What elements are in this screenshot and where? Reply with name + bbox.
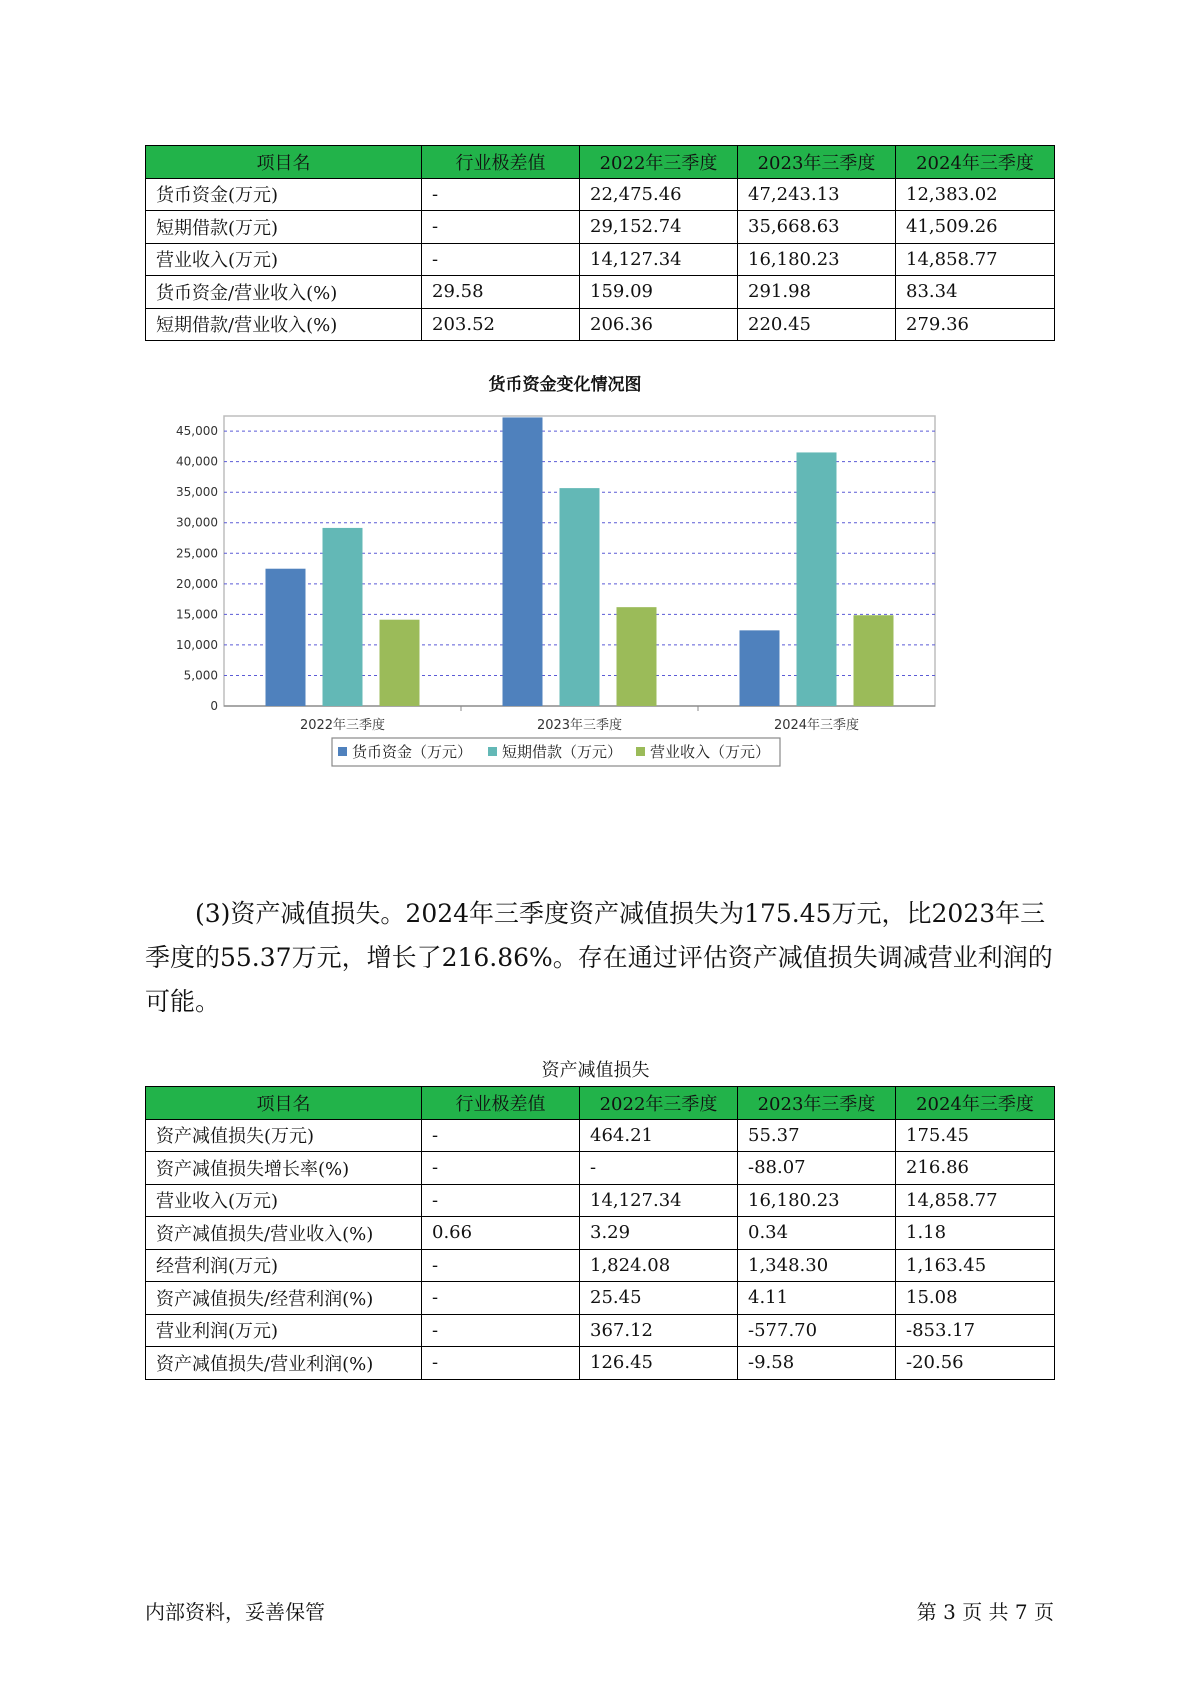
table-cell: 4.11 xyxy=(738,1282,896,1315)
table-cell: 47,243.13 xyxy=(738,178,896,211)
table-cell: 1.18 xyxy=(896,1217,1055,1250)
column-header: 行业极差值 xyxy=(422,146,580,179)
table-row xyxy=(146,1152,1055,1185)
column-header: 2023年三季度 xyxy=(738,1087,896,1120)
column-header: 2024年三季度 xyxy=(896,146,1055,179)
table-cell: 营业收入(万元) xyxy=(146,243,422,276)
y-tick-label: 40,000 xyxy=(176,454,218,469)
table-cell: 220.45 xyxy=(738,308,896,341)
body-paragraph xyxy=(145,892,1060,1024)
table-cell: 货币资金/营业收入(%) xyxy=(146,276,422,309)
column-header: 2023年三季度 xyxy=(738,146,896,179)
bar xyxy=(560,488,600,706)
paragraph-text: (3)资产减值损失。2024年三季度资产减值损失为175.45万元，比2023年三季度的55.37万元，增长了216.86%。存在通过评估资产减值损失调减营业利润的可能。 xyxy=(145,899,1053,1016)
table-cell: 1,348.30 xyxy=(738,1249,896,1282)
legend-swatch xyxy=(488,747,497,756)
table-cell: - xyxy=(422,1152,580,1185)
legend-swatch xyxy=(338,747,347,756)
table-cell: 29,152.74 xyxy=(580,211,738,244)
table-cell: 175.45 xyxy=(896,1119,1055,1152)
table-cell: 短期借款(万元) xyxy=(146,211,422,244)
chart-svg xyxy=(150,375,1030,848)
x-tick-label: 2024年三季度 xyxy=(773,718,860,733)
table-cell: 12,383.02 xyxy=(896,178,1055,211)
table-cell: 203.52 xyxy=(422,308,580,341)
y-tick-label: 25,000 xyxy=(176,546,218,561)
y-tick-label: 35,000 xyxy=(176,485,218,500)
y-tick-label: 10,000 xyxy=(176,637,218,652)
y-tick-label: 30,000 xyxy=(176,515,218,530)
table-cell: 经营利润(万元) xyxy=(146,1249,422,1282)
table-cell: 营业收入(万元) xyxy=(146,1184,422,1217)
table-cell: 1,824.08 xyxy=(580,1249,738,1282)
table-cell: 资产减值损失/经营利润(%) xyxy=(146,1282,422,1315)
table-cell: 41,509.26 xyxy=(896,211,1055,244)
bar xyxy=(503,417,543,706)
table-cell: 14,127.34 xyxy=(580,243,738,276)
table-cell: 35,668.63 xyxy=(738,211,896,244)
table-cell: 291.98 xyxy=(738,276,896,309)
x-tick-label: 2023年三季度 xyxy=(536,718,623,733)
x-tick-label: 2022年三季度 xyxy=(299,718,386,733)
table-cell: 0.34 xyxy=(738,1217,896,1250)
table-cell: 资产减值损失/营业收入(%) xyxy=(146,1217,422,1250)
table-cell: -20.56 xyxy=(896,1347,1055,1380)
table-cell: 367.12 xyxy=(580,1314,738,1347)
column-header: 2024年三季度 xyxy=(896,1087,1055,1120)
table-cell: - xyxy=(422,1249,580,1282)
table-cell: 营业利润(万元) xyxy=(146,1314,422,1347)
financial-summary-table xyxy=(145,145,1055,341)
table-cell: 16,180.23 xyxy=(738,1184,896,1217)
table-cell: -9.58 xyxy=(738,1347,896,1380)
table-row xyxy=(146,1282,1055,1315)
bar xyxy=(854,615,894,706)
bar xyxy=(740,630,780,706)
table-cell: -577.70 xyxy=(738,1314,896,1347)
y-tick-label: 0 xyxy=(210,699,218,713)
table-cell: 22,475.46 xyxy=(580,178,738,211)
table-cell: 25.45 xyxy=(580,1282,738,1315)
table-cell: 206.36 xyxy=(580,308,738,341)
table-cell: 126.45 xyxy=(580,1347,738,1380)
footer-confidential-note: 内部资料，妥善保管 xyxy=(145,1600,325,1624)
legend-label: 货币资金（万元） xyxy=(352,743,473,761)
table-caption: 资产减值损失 xyxy=(541,1060,650,1081)
table-row xyxy=(146,1249,1055,1282)
table-row xyxy=(146,211,1055,244)
cash-change-chart xyxy=(150,375,1030,848)
table-cell: - xyxy=(422,211,580,244)
bar xyxy=(380,620,420,706)
table-cell: -853.17 xyxy=(896,1314,1055,1347)
table-cell: - xyxy=(422,1347,580,1380)
table-cell: 3.29 xyxy=(580,1217,738,1250)
table-cell: 14,858.77 xyxy=(896,243,1055,276)
table-row xyxy=(146,1347,1055,1380)
legend-label: 短期借款（万元） xyxy=(502,743,623,761)
table-cell: 464.21 xyxy=(580,1119,738,1152)
table-row xyxy=(146,308,1055,341)
bar xyxy=(797,452,837,706)
column-header: 项目名 xyxy=(146,1087,422,1120)
table-cell: - xyxy=(422,1314,580,1347)
table-cell: 216.86 xyxy=(896,1152,1055,1185)
table-header-row xyxy=(146,146,1055,179)
table-cell: 279.36 xyxy=(896,308,1055,341)
table-cell: - xyxy=(422,1119,580,1152)
table-cell: 资产减值损失增长率(%) xyxy=(146,1152,422,1185)
table-cell: 15.08 xyxy=(896,1282,1055,1315)
table-cell: - xyxy=(422,1184,580,1217)
table-cell: 14,858.77 xyxy=(896,1184,1055,1217)
table-cell: 83.34 xyxy=(896,276,1055,309)
table-cell: - xyxy=(422,243,580,276)
legend-swatch xyxy=(636,747,645,756)
table-cell: 资产减值损失/营业利润(%) xyxy=(146,1347,422,1380)
column-header: 2022年三季度 xyxy=(580,146,738,179)
table-row xyxy=(146,1217,1055,1250)
table-cell: - xyxy=(422,178,580,211)
table-row xyxy=(146,178,1055,211)
table-row xyxy=(146,1184,1055,1217)
column-header: 2022年三季度 xyxy=(580,1087,738,1120)
table-cell: - xyxy=(422,1282,580,1315)
table-cell: 16,180.23 xyxy=(738,243,896,276)
table-cell: 55.37 xyxy=(738,1119,896,1152)
table-cell: 159.09 xyxy=(580,276,738,309)
table-cell: 29.58 xyxy=(422,276,580,309)
y-tick-label: 20,000 xyxy=(176,576,218,591)
footer-page-number: 第 3 页 共 7 页 xyxy=(916,1600,1054,1624)
table-cell: 短期借款/营业收入(%) xyxy=(146,308,422,341)
table-row xyxy=(146,276,1055,309)
table-cell: 资产减值损失(万元) xyxy=(146,1119,422,1152)
legend-label: 营业收入（万元） xyxy=(650,743,771,761)
y-tick-label: 45,000 xyxy=(176,424,218,439)
bar xyxy=(617,607,657,706)
column-header: 项目名 xyxy=(146,146,422,179)
y-tick-label: 15,000 xyxy=(176,607,218,622)
table-cell: 1,163.45 xyxy=(896,1249,1055,1282)
table-header-row xyxy=(146,1087,1055,1120)
table-row xyxy=(146,1314,1055,1347)
table-row xyxy=(146,243,1055,276)
table-cell: 0.66 xyxy=(422,1217,580,1250)
chart-title: 货币资金变化情况图 xyxy=(488,375,642,395)
table-cell: -88.07 xyxy=(738,1152,896,1185)
table-row xyxy=(146,1119,1055,1152)
y-tick-label: 5,000 xyxy=(183,668,218,683)
column-header: 行业极差值 xyxy=(422,1087,580,1120)
table-cell: - xyxy=(580,1152,738,1185)
impairment-loss-table xyxy=(145,1086,1055,1380)
bar xyxy=(323,528,363,706)
table-cell: 货币资金(万元) xyxy=(146,178,422,211)
bar xyxy=(266,569,306,706)
table-cell: 14,127.34 xyxy=(580,1184,738,1217)
